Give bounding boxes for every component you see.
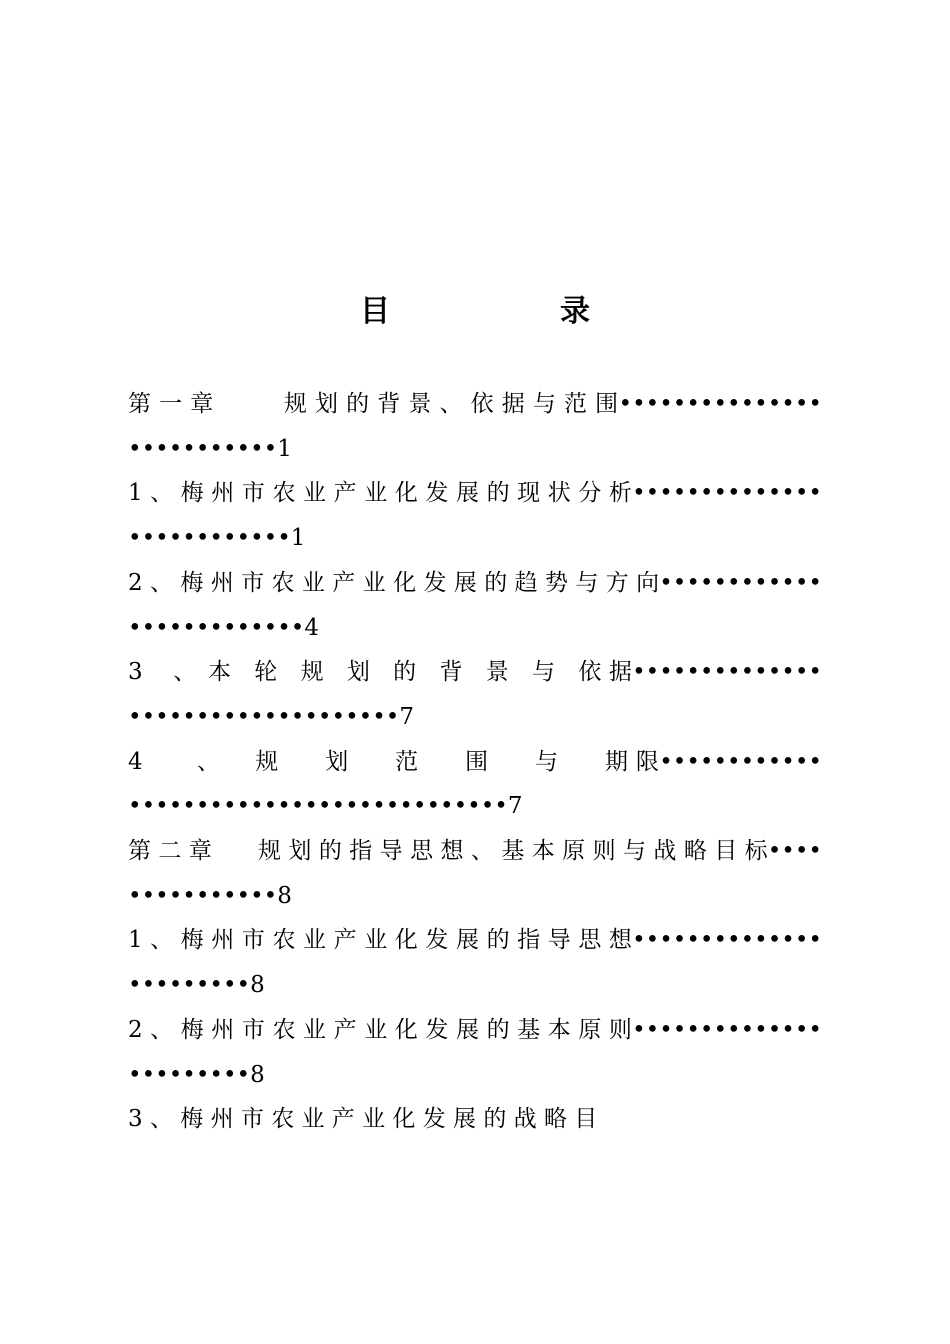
toc-entry-text: 4 、 规 划 范 围 与 期 限••••••••••••••••••••••••••••••••••••••••7 bbox=[128, 748, 822, 820]
toc-entry-chapter-1[interactable] bbox=[128, 382, 822, 471]
toc-entry-chapter-2[interactable] bbox=[128, 829, 822, 918]
toc-entry-2-2[interactable] bbox=[128, 1008, 822, 1097]
toc-entry-text: 1 、 梅 州 市 农 业 产 业 化 发 展 的 现 状 分 析••••••••••••••••••••••••••1 bbox=[128, 480, 822, 552]
toc-entry-text: 2 、 梅 州 市 农 业 产 业 化 发 展 的 趋 势 与 方 向•••••••••••••••••••••••••4 bbox=[128, 569, 822, 641]
toc-entry-text: 1 、 梅 州 市 农 业 产 业 化 发 展 的 指 导 思 想•••••••••••••••••••••••8 bbox=[128, 927, 822, 999]
toc-entry-1-4[interactable] bbox=[128, 740, 822, 829]
toc-entry-2-1[interactable] bbox=[128, 918, 822, 1007]
toc-entry-1-1[interactable] bbox=[128, 471, 822, 560]
toc-entry-1-3[interactable] bbox=[128, 650, 822, 739]
toc-title: 目 录 bbox=[360, 294, 660, 329]
table-of-contents bbox=[128, 382, 822, 1142]
toc-entry-text: 3 、 本 轮 规 划 的 背 景 与 依 据••••••••••••••••••••••••••••••••••7 bbox=[128, 659, 822, 730]
toc-entry-text: 3 、 梅 州 市 农 业 产 业 化 发 展 的 战 略 目 bbox=[128, 1106, 598, 1133]
toc-entry-text: 第 二 章 规 划 的 指 导 思 想 、 基 本 原 则 与 战 略 目 标•••••••••••••••8 bbox=[128, 838, 822, 909]
toc-entry-text: 第 一 章 规 划 的 背 景 、 依 据 与 范 围••••••••••••••••••••••••••1 bbox=[128, 391, 822, 462]
toc-entry-2-3[interactable] bbox=[128, 1097, 822, 1142]
toc-entry-text: 2 、 梅 州 市 农 业 产 业 化 发 展 的 基 本 原 则•••••••••••••••••••••••8 bbox=[128, 1016, 822, 1088]
toc-entry-1-2[interactable] bbox=[128, 561, 822, 650]
